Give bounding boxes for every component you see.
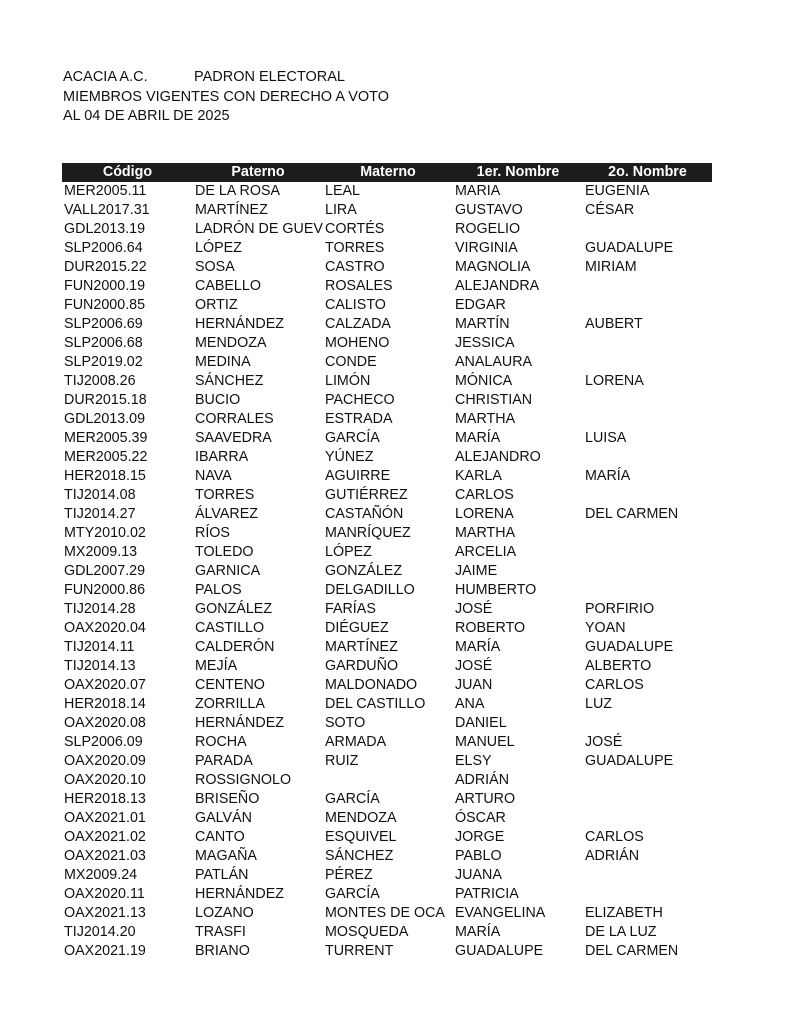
cell-codigo: SLP2006.64: [64, 240, 143, 256]
cell-segundo-nombre: [583, 790, 712, 809]
cell-materno: LEAL: [325, 183, 360, 199]
cell-codigo: GDL2013.19: [64, 221, 146, 237]
cell-primer-nombre: MARTÍN: [455, 316, 510, 332]
table-row: [62, 619, 712, 638]
cell-segundo-nombre: CARLOS: [585, 677, 644, 693]
cell-primer-nombre: ARCELIA: [455, 544, 517, 560]
cell-paterno: TRASFI: [195, 924, 246, 940]
table-row: [62, 809, 712, 828]
cell-segundo-nombre: ALBERTO: [585, 658, 652, 674]
cell-paterno: IBARRA: [195, 449, 249, 465]
cell-codigo: TIJ2014.28: [64, 601, 136, 617]
cell-primer-nombre: PATRICIA: [455, 886, 519, 902]
cell-paterno: MENDOZA: [195, 335, 267, 351]
cell-primer-nombre: JOSÉ: [455, 658, 493, 674]
cell-paterno: DE LA ROSA: [195, 183, 281, 199]
table-row: [62, 581, 712, 600]
cell-primer-nombre: JAIME: [455, 563, 498, 579]
column-header-primer-nombre: 1er. Nombre: [453, 163, 583, 182]
cell-materno: GONZÁLEZ: [325, 563, 403, 579]
cell-materno: CALISTO: [325, 297, 386, 313]
cell-segundo-nombre: DEL CARMEN: [585, 943, 679, 959]
cell-primer-nombre: MARTHA: [455, 525, 516, 541]
cell-primer-nombre: MAGNOLIA: [455, 259, 531, 275]
cell-materno: CASTRO: [325, 259, 385, 275]
cell-paterno: ÁLVAREZ: [195, 506, 259, 522]
cell-primer-nombre: VIRGINIA: [455, 240, 518, 256]
cell-materno: GUTIÉRREZ: [325, 487, 408, 503]
cell-materno: MARTÍNEZ: [325, 639, 398, 655]
cell-paterno: MAGAÑA: [195, 848, 257, 864]
column-header-paterno: Paterno: [193, 163, 323, 182]
table-header: [62, 163, 712, 182]
cell-materno: TORRES: [325, 240, 385, 256]
column-header-segundo-nombre: 2o. Nombre: [583, 163, 712, 182]
table-row: [62, 885, 712, 904]
cell-paterno: MARTÍNEZ: [195, 202, 268, 218]
table-row: [62, 695, 712, 714]
cell-segundo-nombre: [583, 524, 712, 543]
cell-segundo-nombre: [583, 771, 712, 790]
cell-codigo: OAX2020.08: [64, 715, 146, 731]
cell-segundo-nombre: [583, 809, 712, 828]
cell-paterno: BRIANO: [195, 943, 250, 959]
cell-primer-nombre: ALEJANDRA: [455, 278, 540, 294]
cell-primer-nombre: PABLO: [455, 848, 502, 864]
table-row: [62, 847, 712, 866]
cell-materno: TURRENT: [325, 943, 394, 959]
cell-segundo-nombre: LUISA: [585, 430, 627, 446]
cell-primer-nombre: LORENA: [455, 506, 514, 522]
cell-primer-nombre: ÓSCAR: [455, 810, 506, 826]
cell-segundo-nombre: GUADALUPE: [585, 639, 674, 655]
cell-materno: ESTRADA: [325, 411, 393, 427]
cell-codigo: TIJ2014.11: [64, 639, 135, 655]
cell-materno: YÚNEZ: [325, 449, 374, 465]
cell-materno: CORTÉS: [325, 221, 385, 237]
cell-segundo-nombre: [583, 714, 712, 733]
cell-paterno: MEDINA: [195, 354, 251, 370]
cell-segundo-nombre: [583, 277, 712, 296]
header-row: [62, 163, 712, 182]
cell-materno: MOHENO: [325, 335, 390, 351]
table-row: [62, 866, 712, 885]
table-row: [62, 296, 712, 315]
table-row: [62, 391, 712, 410]
cell-segundo-nombre: MIRIAM: [585, 259, 637, 275]
cell-materno: CALZADA: [325, 316, 391, 332]
cell-paterno: ROSSIGNOLO: [195, 772, 292, 788]
cell-materno: AGUIRRE: [325, 468, 391, 484]
table-row: [62, 790, 712, 809]
cell-paterno: CORRALES: [195, 411, 274, 427]
table-row: [62, 486, 712, 505]
cell-segundo-nombre: [583, 866, 712, 885]
table-row: [62, 714, 712, 733]
cell-codigo: DUR2015.22: [64, 259, 147, 275]
table-row: [62, 600, 712, 619]
cell-materno: DEL CASTILLO: [325, 696, 426, 712]
cell-codigo: TIJ2014.20: [64, 924, 136, 940]
cell-segundo-nombre: [583, 220, 712, 239]
cell-codigo: FUN2000.86: [64, 582, 146, 598]
cell-segundo-nombre: [583, 391, 712, 410]
cell-materno: FARÍAS: [325, 601, 376, 617]
cell-paterno: MEJÍA: [195, 658, 238, 674]
table-row: [62, 638, 712, 657]
cell-segundo-nombre: [583, 885, 712, 904]
cell-segundo-nombre: MARÍA: [585, 468, 631, 484]
cell-primer-nombre: ROBERTO: [455, 620, 526, 636]
cell-materno: LIRA: [325, 202, 357, 218]
cell-primer-nombre: MANUEL: [455, 734, 515, 750]
cell-codigo: MX2009.24: [64, 867, 138, 883]
table-row: [62, 334, 712, 353]
cell-primer-nombre: MARÍA: [455, 639, 501, 655]
cell-materno: MONTES DE OCA: [325, 905, 445, 921]
cell-segundo-nombre: JOSÉ: [585, 734, 623, 750]
cell-paterno: PALOS: [195, 582, 242, 598]
cell-materno: GARCÍA: [325, 430, 380, 446]
cell-paterno: CASTILLO: [195, 620, 265, 636]
cell-paterno: CENTENO: [195, 677, 265, 693]
cell-codigo: MER2005.22: [64, 449, 148, 465]
cell-codigo: MER2005.39: [64, 430, 148, 446]
cell-segundo-nombre: ELIZABETH: [585, 905, 663, 921]
table-row: [62, 562, 712, 581]
cell-segundo-nombre: [583, 448, 712, 467]
cell-materno: ROSALES: [325, 278, 393, 294]
table-row: [62, 220, 712, 239]
cell-paterno: ORTIZ: [195, 297, 238, 313]
cell-primer-nombre: GUSTAVO: [455, 202, 523, 218]
column-header-materno: Materno: [323, 163, 453, 182]
cell-codigo: TIJ2014.08: [64, 487, 136, 503]
table-row: [62, 771, 712, 790]
cell-codigo: OAX2020.04: [64, 620, 146, 636]
cell-codigo: SLP2019.02: [64, 354, 143, 370]
cell-codigo: OAX2021.02: [64, 829, 146, 845]
cell-segundo-nombre: [583, 562, 712, 581]
cell-paterno: BUCIO: [195, 392, 241, 408]
table-row: [62, 353, 712, 372]
cell-codigo: MX2009.13: [64, 544, 138, 560]
table-row: [62, 182, 712, 201]
table-row: [62, 467, 712, 486]
cell-materno: MENDOZA: [325, 810, 397, 826]
cell-paterno: CABELLO: [195, 278, 261, 294]
cell-codigo: GDL2013.09: [64, 411, 146, 427]
cell-primer-nombre: MARÍA: [455, 924, 501, 940]
cell-segundo-nombre: CÉSAR: [585, 202, 635, 218]
cell-materno: SOTO: [325, 715, 366, 731]
cell-materno: [323, 771, 453, 790]
cell-primer-nombre: ANALAURA: [455, 354, 533, 370]
cell-materno: GARCÍA: [325, 791, 380, 807]
cell-materno: PÉREZ: [325, 867, 373, 883]
cell-codigo: SLP2006.68: [64, 335, 143, 351]
table-row: [62, 239, 712, 258]
cell-primer-nombre: JOSÉ: [455, 601, 493, 617]
cell-codigo: TIJ2008.26: [64, 373, 136, 389]
cell-paterno: TORRES: [195, 487, 255, 503]
cell-codigo: HER2018.13: [64, 791, 146, 807]
document-title: PADRON ELECTORAL: [194, 69, 345, 85]
cell-primer-nombre: JESSICA: [455, 335, 515, 351]
cell-paterno: LADRÓN DE GUEV: [195, 221, 323, 237]
cell-segundo-nombre: AUBERT: [585, 316, 643, 332]
cell-segundo-nombre: DE LA LUZ: [585, 924, 657, 940]
cell-segundo-nombre: LORENA: [585, 373, 644, 389]
cell-primer-nombre: GUADALUPE: [455, 943, 544, 959]
table-row: [62, 410, 712, 429]
cell-segundo-nombre: PORFIRIO: [585, 601, 655, 617]
cell-materno: LIMÓN: [325, 373, 371, 389]
cell-materno: CONDE: [325, 354, 377, 370]
cell-materno: GARDUÑO: [325, 658, 399, 674]
cell-segundo-nombre: [583, 581, 712, 600]
cell-paterno: CANTO: [195, 829, 245, 845]
cell-codigo: TIJ2014.13: [64, 658, 136, 674]
cell-paterno: HERNÁNDEZ: [195, 886, 284, 902]
cell-materno: MALDONADO: [325, 677, 418, 693]
cell-codigo: OAX2021.01: [64, 810, 146, 826]
cell-primer-nombre: JUANA: [455, 867, 502, 883]
cell-codigo: HER2018.14: [64, 696, 146, 712]
cell-codigo: FUN2000.19: [64, 278, 146, 294]
voter-roster-table: [62, 163, 712, 961]
cell-codigo: DUR2015.18: [64, 392, 147, 408]
cell-materno: RUIZ: [325, 753, 359, 769]
cell-paterno: ROCHA: [195, 734, 247, 750]
cell-codigo: VALL2017.31: [64, 202, 150, 218]
cell-codigo: TIJ2014.27: [64, 506, 136, 522]
column-header-codigo: Código: [62, 163, 193, 182]
cell-paterno: SOSA: [195, 259, 235, 275]
cell-primer-nombre: ALEJANDRO: [455, 449, 541, 465]
document-header: [63, 68, 389, 127]
cell-primer-nombre: ADRIÁN: [455, 772, 510, 788]
cell-codigo: OAX2021.03: [64, 848, 146, 864]
cell-primer-nombre: EVANGELINA: [455, 905, 546, 921]
cell-primer-nombre: ARTURO: [455, 791, 516, 807]
cell-materno: GARCÍA: [325, 886, 380, 902]
table-row: [62, 372, 712, 391]
cell-paterno: GALVÁN: [195, 810, 252, 826]
cell-paterno: RÍOS: [195, 525, 230, 541]
cell-segundo-nombre: YOAN: [585, 620, 626, 636]
cell-materno: ARMADA: [325, 734, 387, 750]
cell-segundo-nombre: [583, 410, 712, 429]
cell-materno: LÓPEZ: [325, 544, 372, 560]
document-date: AL 04 DE ABRIL DE 2025: [63, 108, 230, 124]
cell-segundo-nombre: [583, 353, 712, 372]
cell-paterno: SÁNCHEZ: [195, 373, 264, 389]
table-row: [62, 828, 712, 847]
table-row: [62, 524, 712, 543]
cell-segundo-nombre: GUADALUPE: [585, 240, 674, 256]
cell-segundo-nombre: [583, 334, 712, 353]
table-row: [62, 429, 712, 448]
table-row: [62, 258, 712, 277]
cell-codigo: FUN2000.85: [64, 297, 146, 313]
table-row: [62, 505, 712, 524]
cell-primer-nombre: MARIA: [455, 183, 501, 199]
cell-segundo-nombre: EUGENIA: [585, 183, 650, 199]
table-row: [62, 752, 712, 771]
cell-paterno: PARADA: [195, 753, 253, 769]
cell-segundo-nombre: ADRIÁN: [585, 848, 640, 864]
cell-segundo-nombre: LUZ: [585, 696, 613, 712]
cell-codigo: OAX2021.13: [64, 905, 146, 921]
cell-primer-nombre: MARÍA: [455, 430, 501, 446]
cell-paterno: TOLEDO: [195, 544, 254, 560]
cell-segundo-nombre: [583, 486, 712, 505]
cell-paterno: HERNÁNDEZ: [195, 316, 284, 332]
cell-primer-nombre: KARLA: [455, 468, 502, 484]
cell-materno: CASTAÑÓN: [325, 506, 404, 522]
cell-primer-nombre: JUAN: [455, 677, 493, 693]
cell-primer-nombre: MÓNICA: [455, 373, 513, 389]
cell-codigo: OAX2020.09: [64, 753, 146, 769]
table-row: [62, 315, 712, 334]
table-row: [62, 201, 712, 220]
cell-primer-nombre: HUMBERTO: [455, 582, 537, 598]
table-row: [62, 676, 712, 695]
cell-paterno: SAAVEDRA: [195, 430, 272, 446]
cell-materno: SÁNCHEZ: [325, 848, 394, 864]
table-row: [62, 657, 712, 676]
cell-primer-nombre: EDGAR: [455, 297, 506, 313]
table-body: [62, 182, 712, 961]
cell-paterno: HERNÁNDEZ: [195, 715, 284, 731]
table-row: [62, 923, 712, 942]
cell-codigo: GDL2007.29: [64, 563, 146, 579]
cell-segundo-nombre: GUADALUPE: [585, 753, 674, 769]
cell-paterno: LOZANO: [195, 905, 254, 921]
table-row: [62, 543, 712, 562]
cell-materno: PACHECO: [325, 392, 395, 408]
document-subtitle: MIEMBROS VIGENTES CON DERECHO A VOTO: [63, 88, 390, 105]
cell-codigo: MER2005.11: [64, 183, 147, 199]
table-row: [62, 904, 712, 923]
header-line-1: [63, 68, 389, 88]
cell-segundo-nombre: DEL CARMEN: [585, 506, 679, 522]
cell-materno: DIÉGUEZ: [325, 620, 389, 636]
cell-codigo: OAX2020.10: [64, 772, 146, 788]
cell-codigo: SLP2006.09: [64, 734, 143, 750]
cell-codigo: OAX2020.07: [64, 677, 146, 693]
cell-segundo-nombre: [583, 296, 712, 315]
cell-codigo: OAX2020.11: [64, 886, 145, 902]
cell-paterno: NAVA: [195, 468, 232, 484]
cell-primer-nombre: CARLOS: [455, 487, 514, 503]
cell-materno: ESQUIVEL: [325, 829, 397, 845]
cell-segundo-nombre: CARLOS: [585, 829, 644, 845]
cell-paterno: CALDERÓN: [195, 639, 275, 655]
table-row: [62, 277, 712, 296]
cell-paterno: LÓPEZ: [195, 240, 242, 256]
cell-primer-nombre: ANA: [455, 696, 485, 712]
cell-primer-nombre: DANIEL: [455, 715, 507, 731]
cell-codigo: HER2018.15: [64, 468, 146, 484]
cell-primer-nombre: CHRISTIAN: [455, 392, 533, 408]
cell-codigo: SLP2006.69: [64, 316, 143, 332]
organization-name: ACACIA A.C.: [63, 69, 148, 85]
cell-materno: DELGADILLO: [325, 582, 415, 598]
cell-primer-nombre: JORGE: [455, 829, 505, 845]
cell-paterno: GONZÁLEZ: [195, 601, 273, 617]
cell-primer-nombre: MARTHA: [455, 411, 516, 427]
cell-segundo-nombre: [583, 543, 712, 562]
table-row: [62, 448, 712, 467]
cell-primer-nombre: ELSY: [455, 753, 492, 769]
table-row: [62, 942, 712, 961]
cell-codigo: OAX2021.19: [64, 943, 146, 959]
cell-materno: MOSQUEDA: [325, 924, 409, 940]
table-row: [62, 733, 712, 752]
cell-paterno: PATLÁN: [195, 867, 249, 883]
cell-materno: MANRÍQUEZ: [325, 525, 411, 541]
cell-paterno: GARNICA: [195, 563, 261, 579]
cell-codigo: MTY2010.02: [64, 525, 146, 541]
cell-paterno: BRISEÑO: [195, 791, 260, 807]
cell-primer-nombre: ROGELIO: [455, 221, 521, 237]
cell-paterno: ZORRILLA: [195, 696, 265, 712]
